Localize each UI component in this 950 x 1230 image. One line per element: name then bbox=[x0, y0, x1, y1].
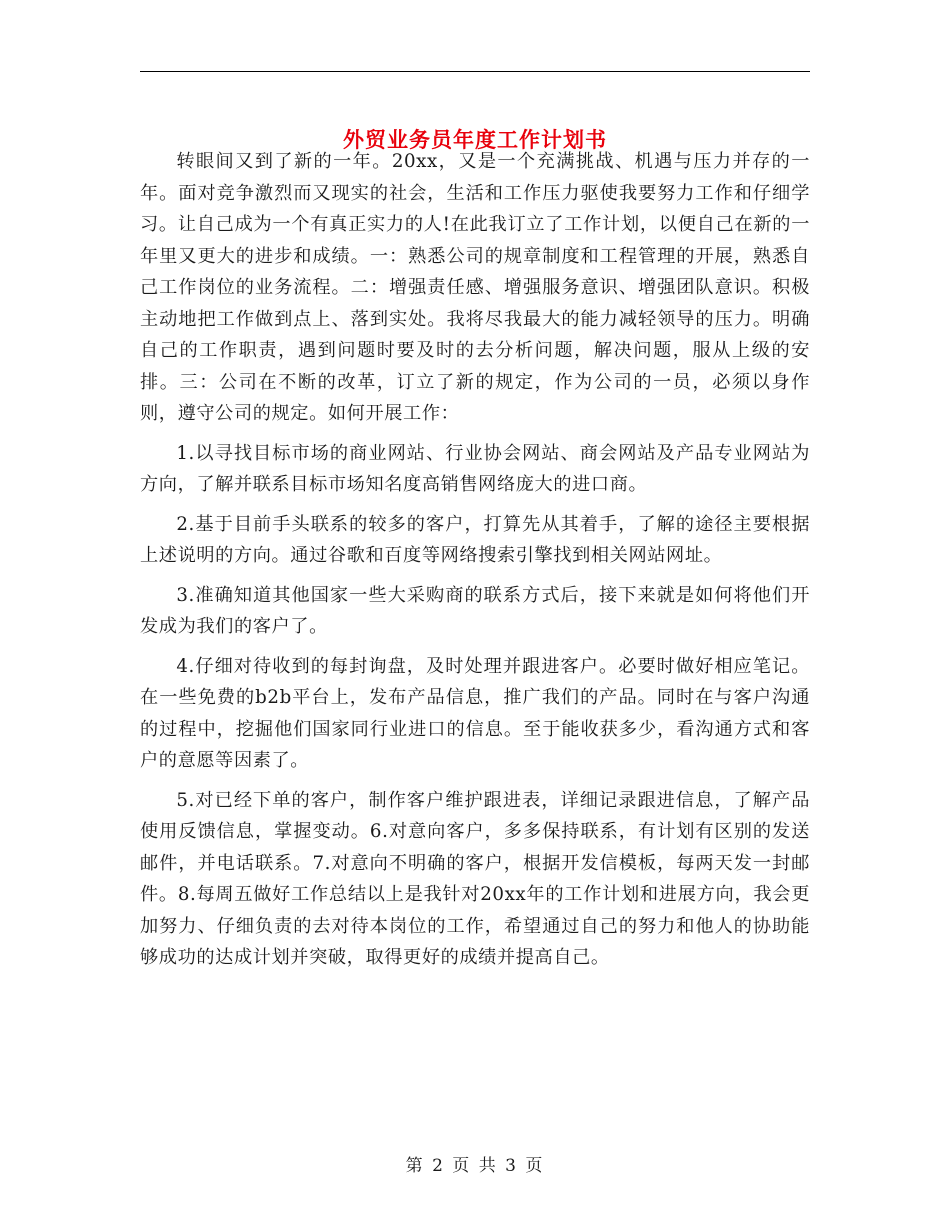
paragraph-item-4: 4.仔细对待收到的每封询盘，及时处理并跟进客户。必要时做好相应笔记。在一些免费的b2b平台上，发布产品信息，推广我们的产品。同时在与客户沟通的过程中，挖掘他们国家同行业进口的信息。至于能收获多少，看沟通方式和客户的意愿等因素了。 bbox=[140, 655, 810, 771]
document-body bbox=[140, 146, 810, 982]
paragraph-item-5: 5.对已经下单的客户，制作客户维护跟进表，详细记录跟进信息，了解产品使用反馈信息，掌握变动。6.对意向客户，多多保持联系，有计划有区别的发送邮件，并电话联系。7.对意向不明确的客户，根据开发信模板，每两天发一封邮件。8.每周五做好工作总结以上是我针对20xx年的工作计划和进展方向，我会更加努力、仔细负责的去对待本岗位的工作，希望通过自己的努力和他人的协助能够成功的达成计划并突破，取得更好的成绩并提高自己。 bbox=[140, 789, 810, 968]
header-rule bbox=[140, 71, 810, 72]
paragraph-item-1: 1.以寻找目标市场的商业网站、行业协会网站、商会网站及产品专业网站为方向，了解并联系目标市场知名度高销售网络庞大的进口商。 bbox=[140, 442, 810, 495]
paragraph-item-2: 2.基于目前手头联系的较多的客户，打算先从其着手，了解的途径主要根据上述说明的方向。通过谷歌和百度等网络搜索引擎找到相关网站网址。 bbox=[140, 513, 810, 566]
document-title: 外贸业务员年度工作计划书 bbox=[343, 127, 607, 153]
page-number-footer: 第 2 页 共 3 页 bbox=[405, 1156, 545, 1176]
paragraph-intro: 转眼间又到了新的一年。20xx，又是一个充满挑战、机遇与压力并存的一年。面对竞争激烈而又现实的社会，生活和工作压力驱使我要努力工作和仔细学习。让自己成为一个有真正实力的人!在此我订立了工作计划，以便自己在新的一年里又更大的进步和成绩。一：熟悉公司的规章制度和工程管理的开展，熟悉自己工作岗位的业务流程。二：增强责任感、增强服务意识、增强团队意识。积极主动地把工作做到点上、落到实处。我将尽我最大的能力减轻领导的压力。明确自己的工作职责，遇到问题时要及时的去分析问题，解决问题，服从上级的安排。三：公司在不断的改革，订立了新的规定，作为公司的一员，必须以身作则，遵守公司的规定。如何开展工作： bbox=[140, 151, 810, 424]
paragraph-item-3: 3.准确知道其他国家一些大采购商的联系方式后，接下来就是如何将他们开发成为我们的客户了。 bbox=[140, 584, 810, 637]
